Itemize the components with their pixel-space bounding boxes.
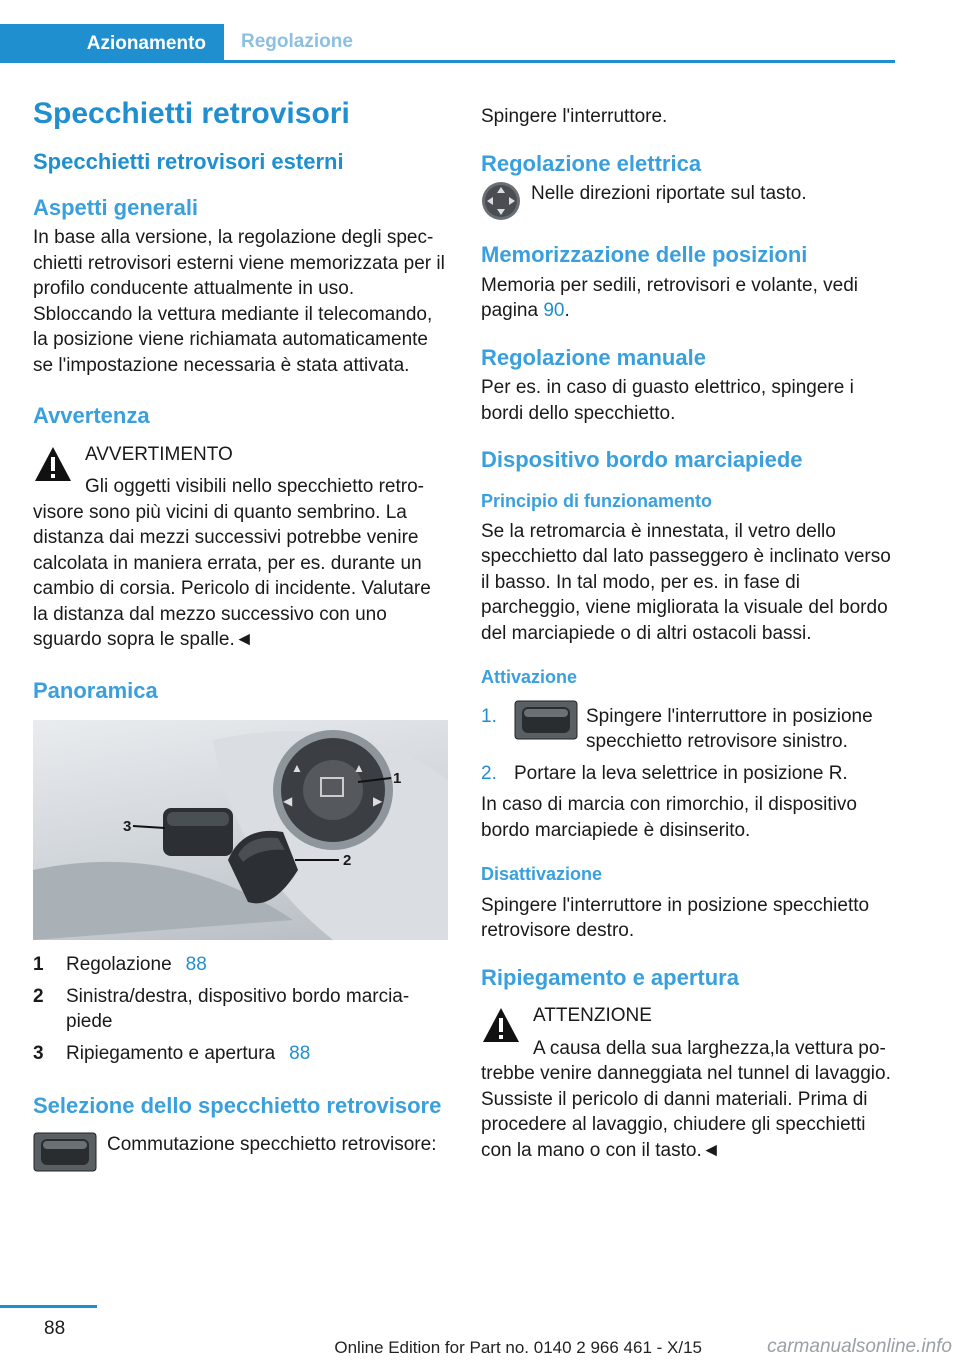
mirror-switch-icon bbox=[514, 700, 578, 740]
svg-text:▶: ▶ bbox=[373, 794, 383, 808]
warning-text: Gli oggetti visibili nello specchietto retrovisore sono più vicini di quanto sembrino. La distanza dai mezzi successivi potrebbe venire calcolata in maniera errata, per es. durante un cambio di corsia. Pericolo di incidente. Valutare la distanza dal mezzo successivo con uno sguardo sopra le spalle.◄ bbox=[33, 476, 431, 650]
list-item: 2. Portare la leva selettrice in posizione R. bbox=[481, 762, 848, 784]
page-link[interactable]: 88 bbox=[289, 1042, 311, 1064]
section-heading-external-mirrors: Specchietti retrovisori esterni bbox=[33, 149, 344, 174]
principle-text: Se la retromarcia è innestata, il vetro dello specchietto dal lato passeggero è inclinato verso il basso. In tal modo, per es. in fase di parcheggio, viene migliorata la visuale del bordo del marciapiede o di altri ostacoli bassi. bbox=[481, 520, 891, 644]
warning-block bbox=[33, 442, 448, 653]
callout-2: 2 bbox=[343, 852, 352, 869]
svg-text:▲: ▲ bbox=[353, 761, 365, 775]
photo-legend bbox=[33, 952, 448, 1066]
callout-1: 1 bbox=[393, 770, 402, 787]
heading-memory: Memorizzazione delle posizioni bbox=[481, 242, 808, 267]
manual-text: Per es. in caso di guasto elettrico, spingere i bordi dello specchietto. bbox=[481, 377, 854, 424]
general-text: In base alla versione, la regolazione degli specchietti retrovisori esterni viene memorizzata per il profilo conducente attualmente in uso. Sbloccando la vettura mediante il telecomando, la posizione viene richiamata automaticamente se l'impostazione necessaria è stata attivata. bbox=[33, 227, 445, 376]
heading-deactivation: Disattivazione bbox=[481, 864, 603, 885]
page-link[interactable]: 90 bbox=[543, 300, 565, 321]
heading-general: Aspetti generali bbox=[33, 194, 199, 220]
trailer-text: In caso di marcia con rimorchio, il dispositivo bordo marciapiede è disinserito. bbox=[481, 794, 857, 841]
header-rule bbox=[0, 60, 895, 63]
footer-rule bbox=[0, 1305, 97, 1308]
tab-regolazione[interactable]: Regolazione bbox=[241, 31, 353, 52]
legend-item: 2 Sinistra/destra, dispositivo bordo marciapiede bbox=[33, 985, 410, 1032]
page-number: 88 bbox=[44, 1318, 66, 1339]
heading-principle: Principio di funzionamento bbox=[481, 490, 712, 511]
heading-warning: Avvertenza bbox=[33, 403, 150, 428]
heading-mirror-selection: Selezione dello specchietto retrovisore bbox=[33, 1093, 442, 1118]
chapter-tabs bbox=[0, 24, 895, 62]
legend-item: 1 Regolazione 88 bbox=[33, 954, 207, 975]
heading-activation: Attivazione bbox=[481, 667, 578, 688]
warning-label: AVVERTIMENTO bbox=[85, 443, 233, 465]
caution-block bbox=[481, 1003, 896, 1163]
heading-folding: Ripiegamento e apertura bbox=[481, 964, 739, 990]
warning-triangle-icon bbox=[33, 444, 73, 484]
electric-adjust-text: Nelle direzioni riportate sul tasto. bbox=[531, 183, 807, 204]
mirror-switch-block bbox=[33, 1132, 448, 1172]
svg-text:◀: ◀ bbox=[283, 794, 293, 808]
heading-electric-adjustment: Regolazione elettrica bbox=[481, 150, 702, 176]
deactivation-text: Spingere l'interruttore in posizione specchietto retrovisore destro. bbox=[481, 894, 870, 942]
page-title: Specchietti retrovisori bbox=[33, 97, 350, 130]
memory-text: Memoria per sedili, retrovisori e volante, vedi pagina 90. bbox=[481, 274, 858, 321]
mirror-switch-text: Commutazione specchietto retrovisore: bbox=[107, 1133, 437, 1155]
heading-curb-mirror: Dispositivo bordo marciapiede bbox=[481, 447, 803, 472]
direction-pad-icon bbox=[481, 181, 521, 221]
svg-text:▲: ▲ bbox=[291, 761, 303, 775]
tab-azionamento[interactable]: Azionamento bbox=[0, 24, 224, 63]
list-item: 1. Spingere l'interruttore in posizione specchietto retrovisore sinistro. bbox=[481, 704, 896, 755]
heading-manual-adjustment: Regolazione manuale bbox=[481, 344, 706, 370]
caution-text: A causa della sua larghezza,la vettura potrebbe venire danneggiata nel tunnel di lavaggio. Sussiste il pericolo di danni materiali. Prima di procedere al lavaggio, chiudere gli specchietti con la mano o con il tasto.◄ bbox=[481, 1037, 891, 1161]
edition-text: Online Edition for Part no. 0140 2 966 461 - X/15 bbox=[334, 1338, 702, 1357]
watermark: carmanualsonline.info bbox=[767, 1336, 952, 1357]
left-column bbox=[33, 96, 448, 1172]
push-switch-text: Spingere l'interruttore. bbox=[481, 106, 668, 127]
caution-label: ATTENZIONE bbox=[533, 1005, 652, 1027]
warning-triangle-icon bbox=[481, 1005, 521, 1045]
mirror-control-illustration bbox=[33, 720, 448, 940]
callout-3: 3 bbox=[123, 818, 132, 835]
heading-overview: Panoramica bbox=[33, 677, 158, 703]
mirror-control-photo bbox=[33, 720, 448, 940]
mirror-switch-icon bbox=[33, 1132, 97, 1172]
page-link[interactable]: 88 bbox=[185, 954, 207, 975]
legend-item: 3 Ripiegamento e apertura 88 bbox=[33, 1042, 311, 1064]
right-column bbox=[481, 104, 896, 1163]
electric-adjust-block bbox=[481, 181, 896, 221]
